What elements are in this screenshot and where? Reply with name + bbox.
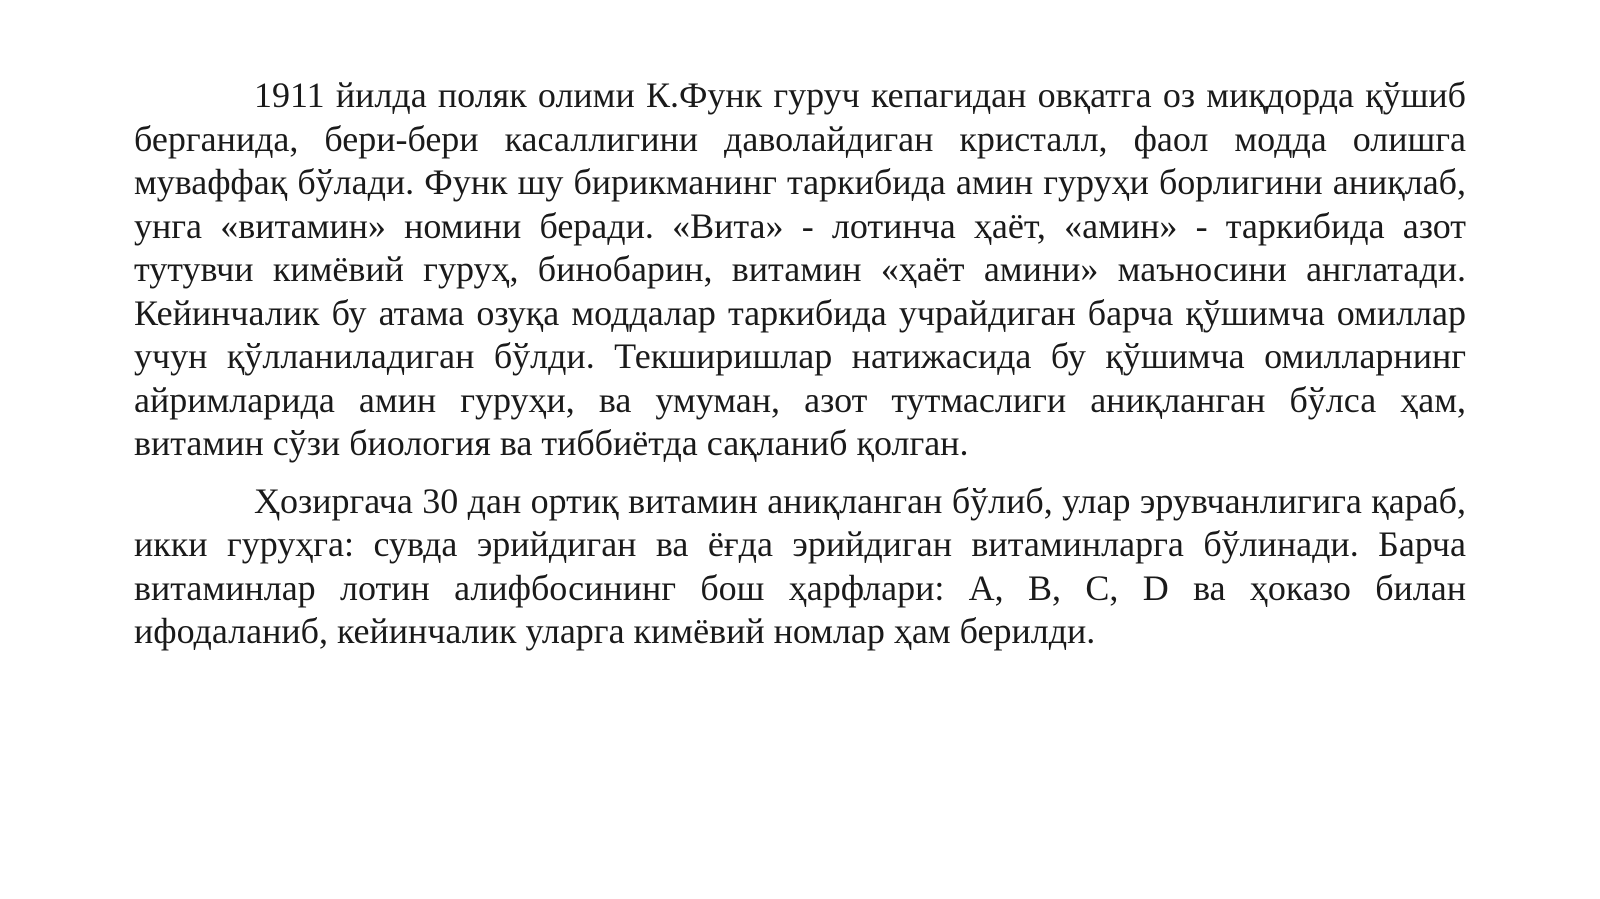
paragraph-2: Ҳозиргача 30 дан ортиқ витамин аниқланган бўлиб, улар эрувчанлигига қараб, икки гуруҳга: сувда эрийдиган ва ёғда эрийдиган витаминларга бўлинади. Барча витаминлар лотин алифбосининг бош ҳарфлари: A, B, C, D ва ҳоказо билан ифодаланиб, кейинчалик уларга кимёвий номлар ҳам берилди.: [134, 480, 1466, 651]
paragraph-1: 1911 йилда поляк олими К.Функ гуруч кепагидан овқатга оз миқдорда қўшиб берганида, бери-бери касаллигини даволайдиган кристалл, фаол модда олишга муваффақ бўлади. Функ шу бирикманинг таркибида амин гуруҳи борлигини аниқлаб, унга «витамин» номини беради. «Вита» - лотинча ҳаёт, «амин» - таркибида азот тутувчи кимёвий гуруҳ, бинобарин, витамин «ҳаёт амини» маъносини англатади. Кейинчалик бу атама озуқа моддалар таркибида учрайдиган барча қўшимча омиллар учун қўлланиладиган бўлди. Текширишлар натижасида бу қўшимча омилларнинг айримларида амин гуруҳи, ва умуман, азот тутмаслиги аниқланган бўлса ҳам, витамин сўзи биология ва тиббиётда сақланиб қолган.: [134, 75, 1466, 463]
document-page: [134, 74, 1466, 668]
